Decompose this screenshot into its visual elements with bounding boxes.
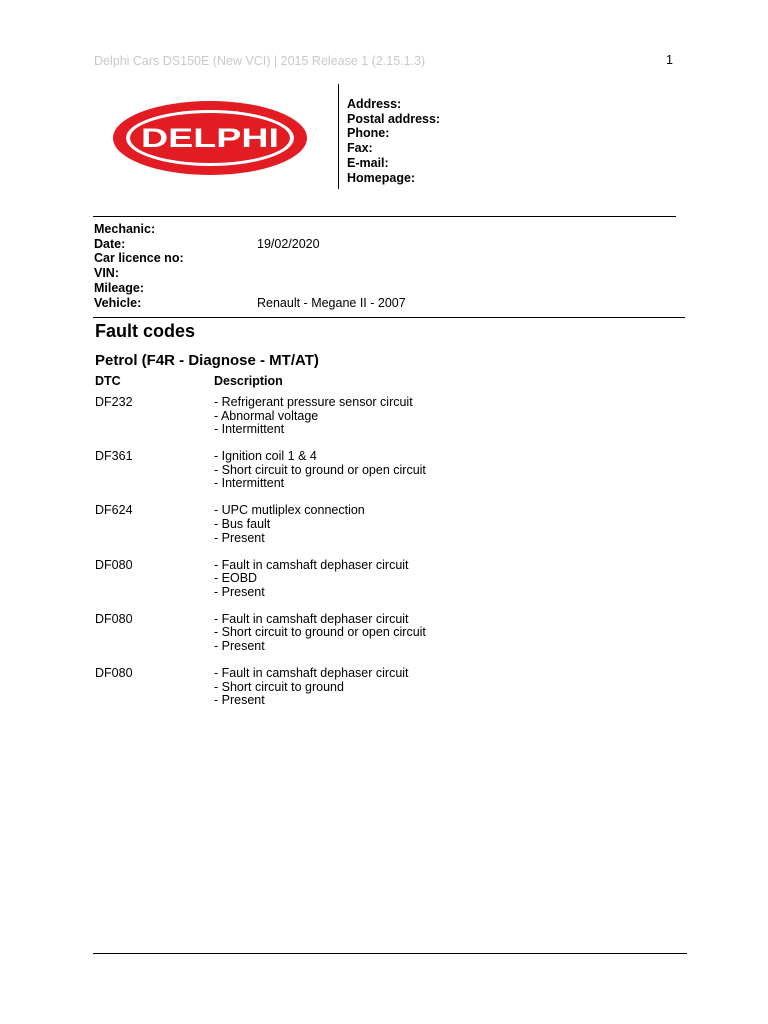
- info-row-vehicle: [94, 296, 406, 311]
- phone-label: Phone:: [347, 126, 390, 141]
- dtc-description: [214, 613, 426, 667]
- dtc-table-header: [95, 374, 283, 388]
- info-label: VIN:: [94, 266, 119, 281]
- logo-wordmark: DELPHI: [141, 123, 279, 153]
- dtc-description: [214, 450, 426, 504]
- document-header: Delphi Cars DS150E (New VCI) | 2015 Release 1 (2.15.1.3): [94, 54, 426, 68]
- info-label: Vehicle:: [94, 295, 142, 310]
- footer-rule: [93, 953, 687, 954]
- description-line: - Present: [214, 638, 265, 653]
- info-row-mileage: [94, 281, 406, 296]
- description-line: - Abnormal voltage: [214, 408, 319, 423]
- description-column-header: Description: [214, 374, 283, 388]
- description-line: - Intermittent: [214, 476, 285, 491]
- table-row: [95, 559, 426, 613]
- info-row-date: [94, 237, 406, 252]
- dtc-code: DF232: [95, 395, 133, 409]
- section-title: Fault codes: [95, 321, 196, 341]
- info-row-vin: [94, 266, 406, 281]
- table-row: [95, 613, 426, 667]
- info-label: Mechanic:: [94, 222, 156, 236]
- system-subtitle: Petrol (F4R - Diagnose - MT/AT): [95, 352, 319, 369]
- description-line: - Fault in camshaft dephaser circuit: [214, 611, 409, 626]
- description-line: - Present: [214, 584, 265, 599]
- dtc-code: DF080: [95, 611, 133, 626]
- info-label: Car licence no:: [94, 251, 184, 266]
- description-line: - Present: [214, 693, 265, 708]
- table-row: [95, 450, 426, 504]
- info-value: 19/02/2020: [257, 236, 320, 251]
- description-line: - EOBD: [214, 571, 258, 586]
- description-line: - Present: [214, 530, 265, 545]
- page-number: 1: [666, 53, 673, 67]
- dtc-description: [214, 559, 409, 613]
- dtc-table: [95, 396, 426, 721]
- info-row-mechanic: [94, 222, 406, 237]
- contact-block: [347, 97, 440, 185]
- info-top-rule: [93, 216, 676, 217]
- dtc-code: DF080: [95, 557, 133, 572]
- info-label: Date:: [94, 236, 126, 251]
- info-value: Renault - Megane II - 2007: [257, 295, 406, 310]
- dtc-column-header: DTC: [95, 374, 121, 388]
- dtc-description: [214, 504, 365, 558]
- header-divider: [338, 84, 339, 189]
- vehicle-info: [94, 222, 406, 310]
- table-row: [95, 396, 426, 450]
- table-row: [95, 667, 426, 721]
- postal-address-label: Postal address:: [347, 111, 441, 126]
- table-row: [95, 504, 426, 558]
- description-line: - Bus fault: [214, 516, 271, 531]
- email-label: E-mail:: [347, 155, 389, 170]
- description-line: - Short circuit to ground or open circuit: [214, 625, 426, 640]
- delphi-logo: [112, 100, 308, 176]
- dtc-code: DF361: [95, 449, 133, 464]
- dtc-description: [214, 396, 413, 450]
- description-line: - Ignition coil 1 & 4: [214, 449, 317, 464]
- fax-label: Fax:: [347, 141, 373, 156]
- dtc-description: [214, 667, 409, 721]
- description-line: - Short circuit to ground: [214, 679, 344, 694]
- info-bottom-rule: [93, 317, 685, 318]
- info-row-licence: [94, 251, 406, 266]
- homepage-label: Homepage:: [347, 170, 416, 185]
- address-label: Address:: [347, 97, 402, 111]
- description-line: - Refrigerant pressure sensor circuit: [214, 395, 413, 409]
- dtc-code: DF624: [95, 503, 133, 518]
- info-label: Mileage:: [94, 280, 145, 295]
- description-line: - Fault in camshaft dephaser circuit: [214, 665, 409, 680]
- description-line: - Fault in camshaft dephaser circuit: [214, 557, 409, 572]
- description-line: - Short circuit to ground or open circuit: [214, 462, 426, 477]
- dtc-code: DF080: [95, 665, 133, 680]
- description-line: - UPC mutliplex connection: [214, 503, 365, 518]
- description-line: - Intermittent: [214, 422, 285, 437]
